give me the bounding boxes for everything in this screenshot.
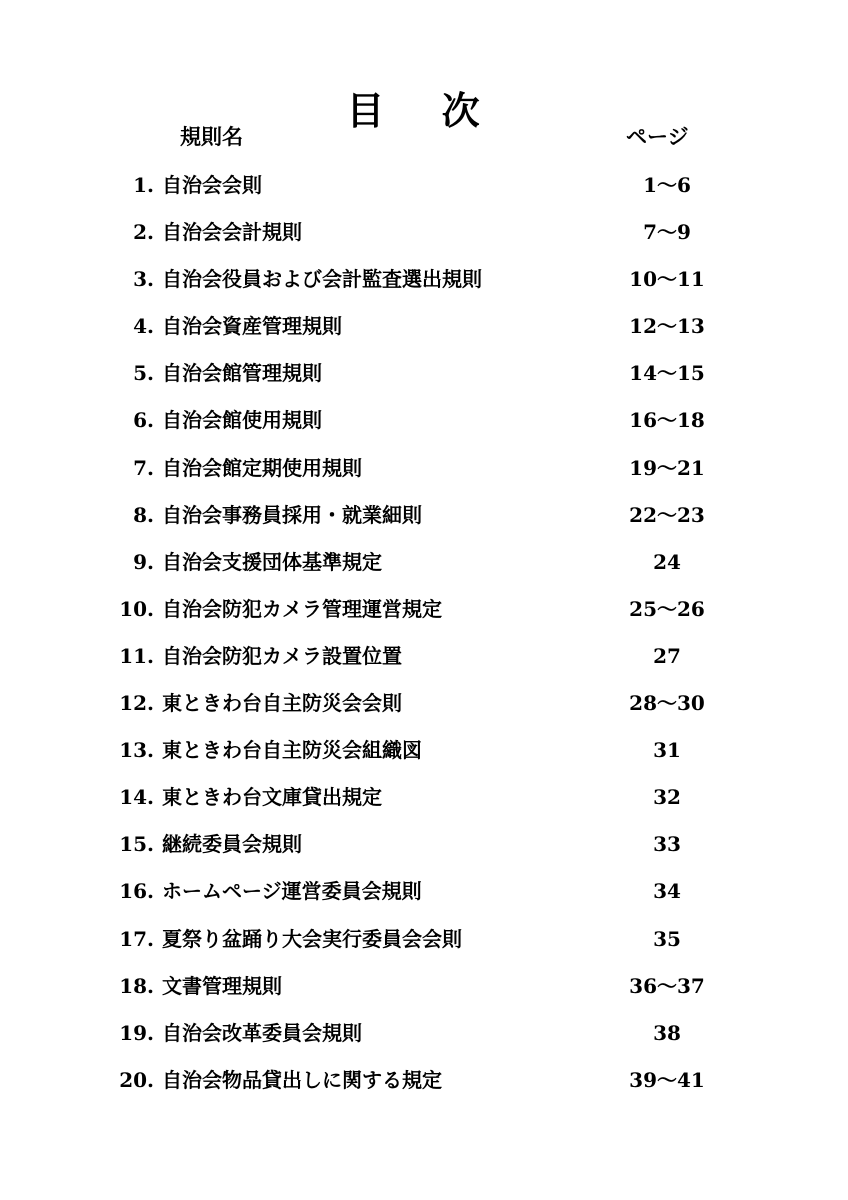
toc-pages: 24 — [653, 549, 681, 574]
toc-rule-name: 自治会館管理規則 — [162, 361, 322, 386]
toc-pages: 35 — [653, 926, 681, 951]
toc-pages: 36～37 — [629, 973, 705, 998]
toc-rule-name: 自治会防犯カメラ設置位置 — [162, 643, 402, 668]
column-header-rule-name: 規則名 — [180, 124, 243, 149]
toc-row — [0, 451, 848, 498]
toc-rule-name: 継続委員会規則 — [162, 832, 302, 857]
toc-row — [0, 733, 848, 780]
toc-number: 16. — [119, 879, 154, 904]
toc-row — [0, 686, 848, 733]
toc-pages: 31 — [653, 738, 681, 763]
toc-row — [0, 403, 848, 450]
toc-number: 20. — [119, 1067, 154, 1092]
toc-rule-name: 自治会資産管理規則 — [162, 314, 342, 339]
toc-number: 9. — [133, 549, 154, 574]
table-of-contents — [0, 168, 848, 1110]
toc-pages: 39～41 — [629, 1067, 705, 1092]
toc-number: 5. — [133, 361, 154, 386]
toc-number: 2. — [133, 220, 154, 245]
toc-row — [0, 592, 848, 639]
toc-row — [0, 639, 848, 686]
toc-row — [0, 780, 848, 827]
toc-pages: 7～9 — [643, 220, 691, 245]
toc-rule-name: 自治会会則 — [162, 173, 262, 197]
toc-number: 6. — [133, 408, 154, 433]
toc-pages: 1～6 — [643, 173, 691, 197]
toc-pages: 28～30 — [629, 691, 705, 716]
toc-rule-name: 東ときわ台自主防災会会則 — [162, 691, 402, 716]
toc-pages: 38 — [653, 1020, 681, 1045]
toc-row — [0, 1016, 848, 1063]
toc-pages: 32 — [653, 785, 681, 810]
toc-row — [0, 262, 848, 309]
toc-number: 19. — [119, 1020, 154, 1045]
toc-rule-name: 自治会支援団体基準規定 — [162, 549, 382, 574]
toc-rule-name: 自治会改革委員会規則 — [162, 1020, 362, 1045]
toc-rule-name: 自治会防犯カメラ管理運営規定 — [162, 596, 442, 621]
toc-rule-name: 自治会物品貸出しに関する規定 — [162, 1067, 442, 1092]
toc-pages: 33 — [653, 832, 681, 857]
toc-row — [0, 969, 848, 1016]
toc-row — [0, 356, 848, 403]
toc-pages: 25～26 — [629, 596, 705, 621]
toc-number: 13. — [119, 738, 154, 763]
toc-row — [0, 922, 848, 969]
toc-number: 4. — [133, 314, 154, 339]
toc-rule-name: 文書管理規則 — [162, 973, 282, 998]
toc-number: 7. — [133, 455, 154, 480]
toc-rule-name: 東ときわ台自主防災会組織図 — [162, 738, 422, 763]
toc-number: 12. — [119, 691, 154, 716]
page-title: 目 次 — [346, 88, 502, 134]
toc-pages: 12～13 — [629, 314, 705, 339]
toc-pages: 10～11 — [629, 267, 705, 292]
toc-number: 1. — [133, 173, 154, 197]
toc-number: 8. — [133, 502, 154, 527]
column-header-page: ページ — [626, 124, 689, 149]
toc-rule-name: ホームページ運営委員会規則 — [162, 879, 422, 904]
toc-pages: 19～21 — [629, 455, 705, 480]
toc-pages: 16～18 — [629, 408, 705, 433]
toc-number: 3. — [133, 267, 154, 292]
toc-rule-name: 自治会会計規則 — [162, 220, 302, 245]
toc-number: 15. — [119, 832, 154, 857]
toc-pages: 22～23 — [629, 502, 705, 527]
toc-row — [0, 1063, 848, 1110]
toc-number: 10. — [119, 596, 154, 621]
toc-rule-name: 自治会館定期使用規則 — [162, 455, 362, 480]
toc-pages: 14～15 — [629, 361, 705, 386]
toc-number: 11. — [119, 643, 154, 668]
toc-row — [0, 498, 848, 545]
toc-rule-name: 自治会館使用規則 — [162, 408, 322, 433]
toc-number: 18. — [119, 973, 154, 998]
toc-row — [0, 545, 848, 592]
toc-row — [0, 827, 848, 874]
toc-rule-name: 自治会役員および会計監査選出規則 — [162, 267, 482, 292]
toc-row — [0, 215, 848, 262]
toc-number: 14. — [119, 785, 154, 810]
toc-row — [0, 309, 848, 356]
toc-rule-name: 夏祭り盆踊り大会実行委員会会則 — [162, 926, 462, 951]
toc-pages: 27 — [653, 643, 681, 668]
toc-pages: 34 — [653, 879, 681, 904]
toc-rule-name: 自治会事務員採用・就業細則 — [162, 502, 422, 527]
toc-row — [0, 874, 848, 921]
toc-row — [0, 168, 848, 215]
toc-number: 17. — [119, 926, 154, 951]
toc-rule-name: 東ときわ台文庫貸出規定 — [162, 785, 382, 810]
